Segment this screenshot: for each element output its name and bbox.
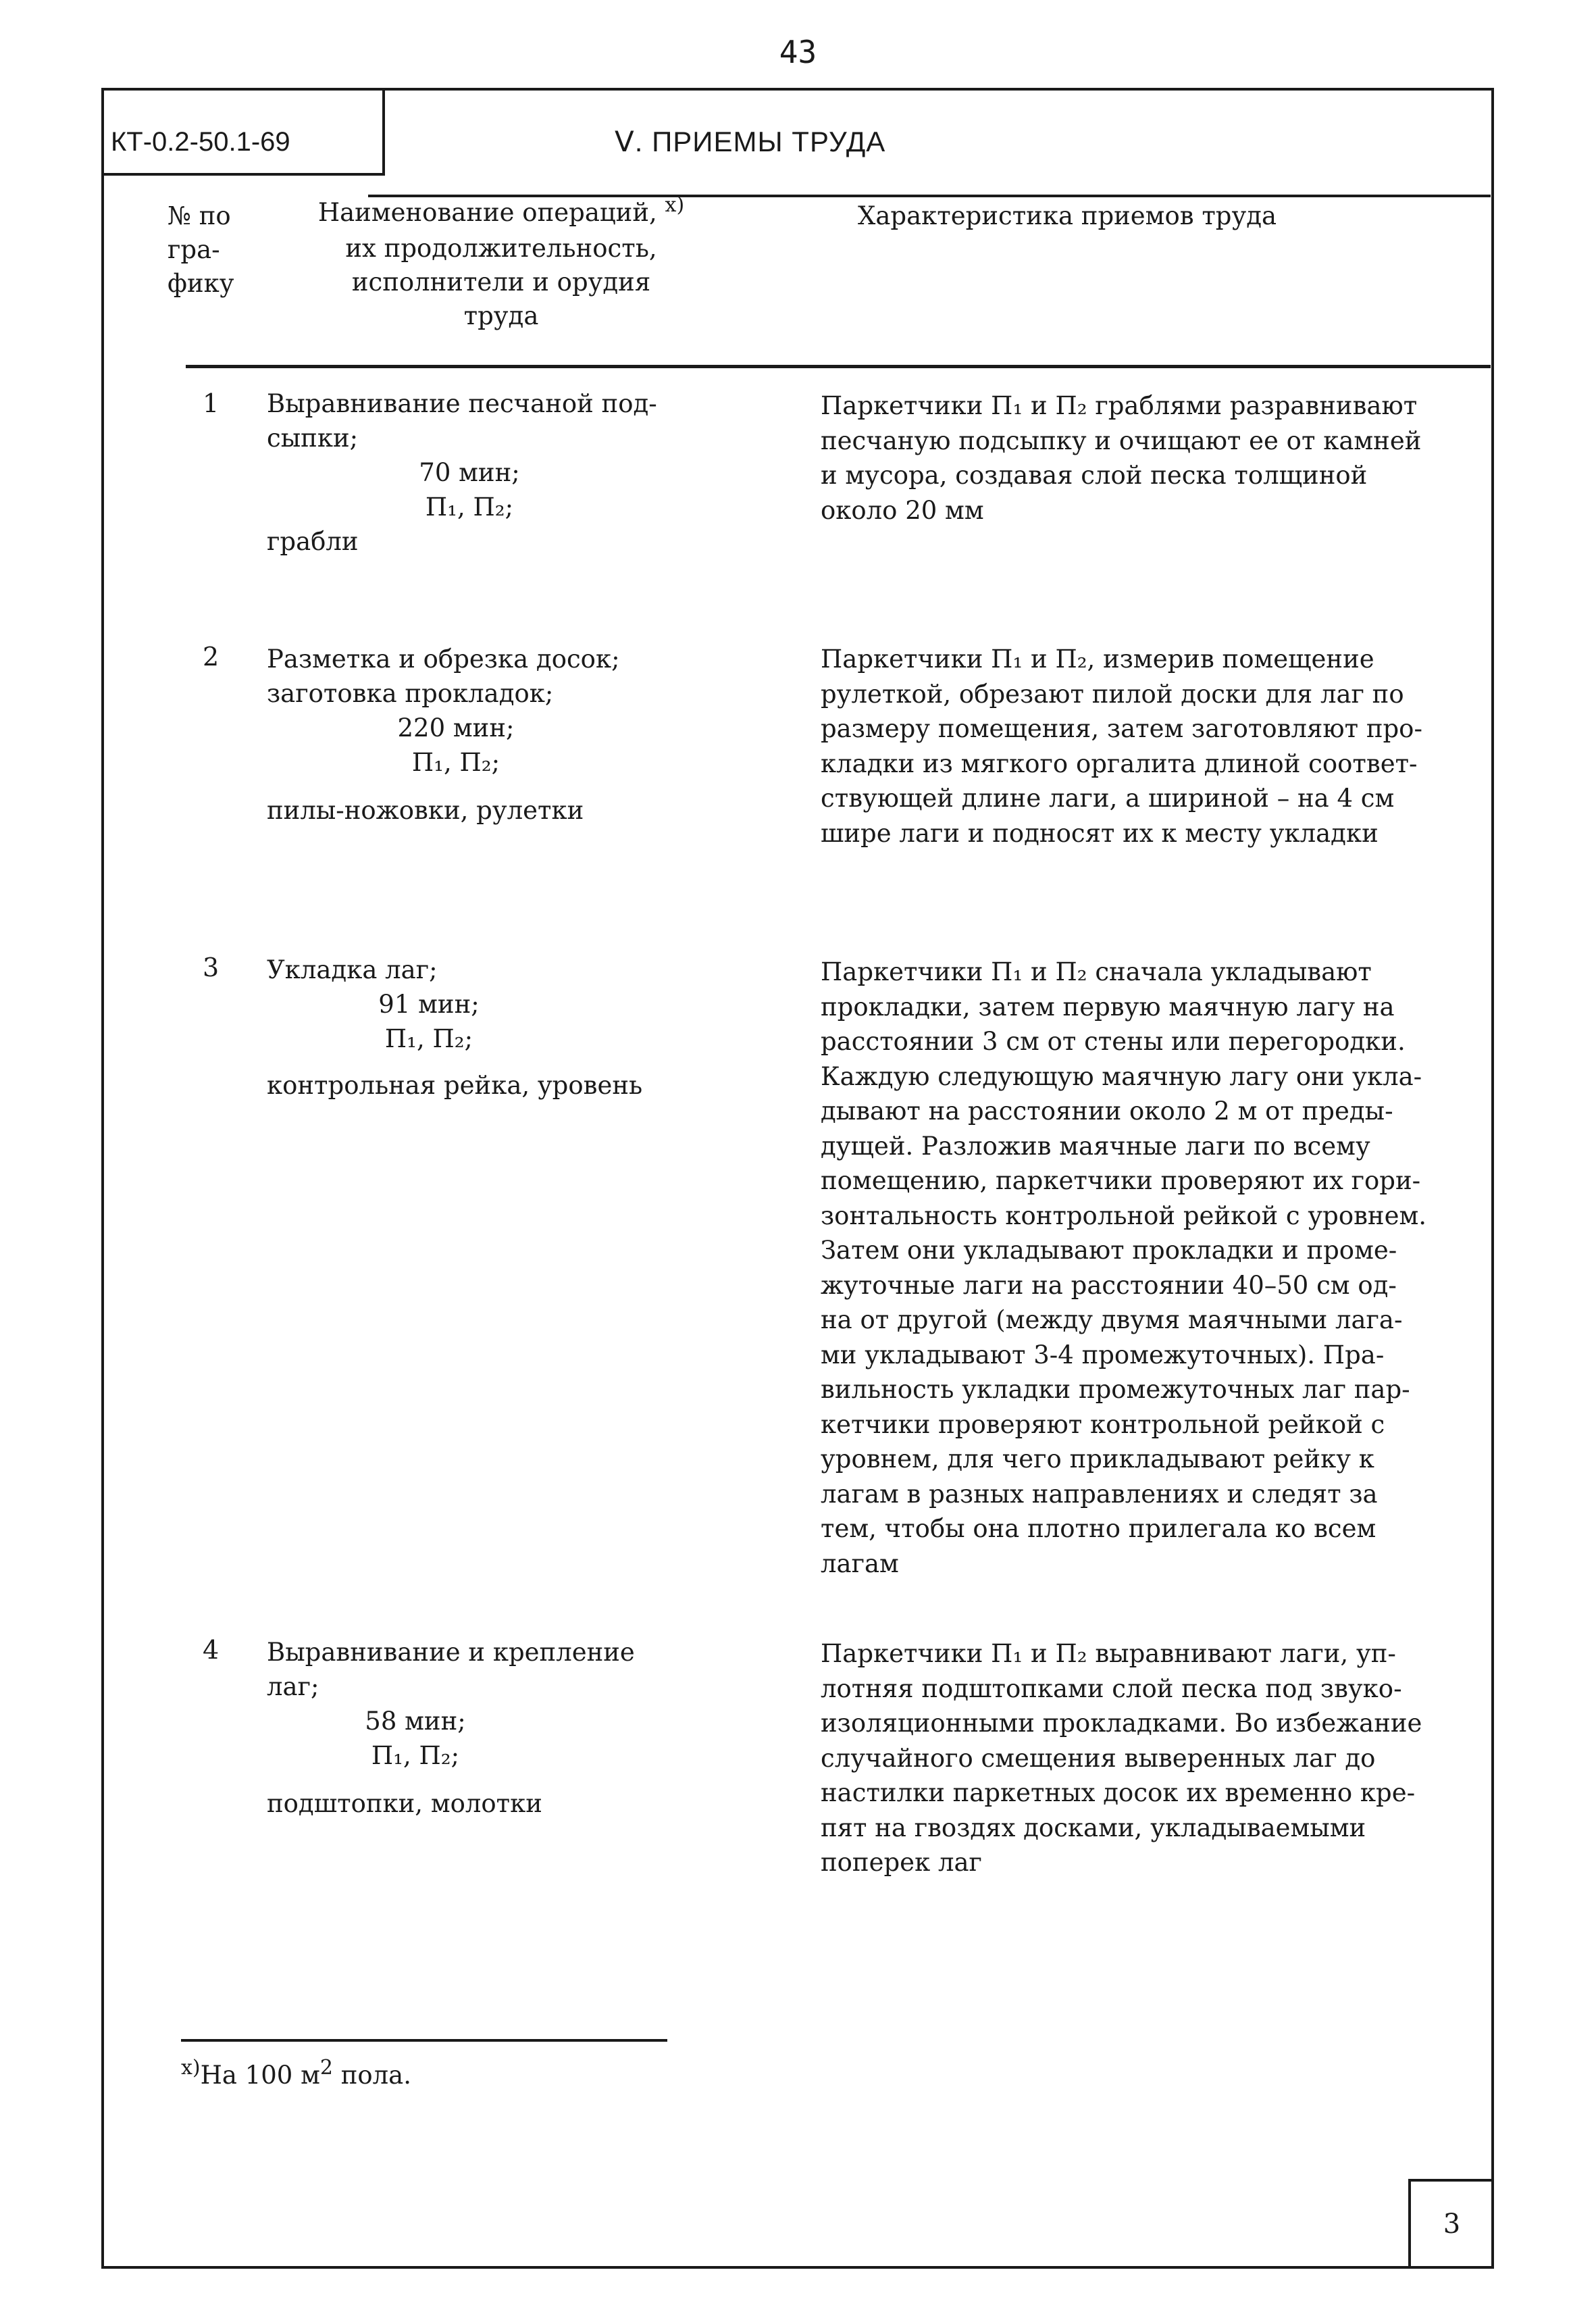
row-workers: П₁, П₂;: [411, 748, 500, 777]
row-tools: пилы-ножовки, рулетки: [267, 796, 584, 825]
row-operation-line: Укладка лаг;: [267, 955, 438, 984]
row-description-line: Каждую следующую маячную лагу они укла-: [821, 1061, 1422, 1091]
row-number: 2: [203, 642, 220, 672]
row-tools: контрольная рейка, уровень: [267, 1071, 643, 1100]
row-operation: [267, 386, 726, 559]
row-description-line: и мусора, создавая слой песка толщиной: [821, 461, 1368, 490]
footnote-text: На 100 м: [200, 2061, 320, 2090]
row-workers: П₁, П₂;: [425, 493, 514, 522]
row-description-line: зонтальность контрольной рейкой с уровнем.: [821, 1201, 1427, 1230]
row-description-line: шире лаги и подносят их к месту укладки: [821, 818, 1379, 848]
row-operation: [267, 953, 726, 1103]
row-description-line: расстоянии 3 см от стены или перегородки.: [821, 1027, 1406, 1056]
row-operation-line: Выравнивание песчаной под-: [267, 389, 657, 418]
section-title: Ⅴ. ПРИЕМЫ ТРУДА: [615, 126, 886, 157]
row-description-line: лагам: [821, 1549, 899, 1578]
header-col-number-line: № по: [168, 201, 231, 230]
row-description-line: помещению, паркетчики проверяют их гори-: [821, 1166, 1421, 1195]
row-description-line: жуточные лаги на расстоянии 40–50 см од-: [821, 1270, 1397, 1300]
row-description-line: Затем они укладывают прокладки и проме-: [821, 1236, 1397, 1265]
row-operation-line: Выравнивание и крепление: [267, 1638, 635, 1667]
row-number: 4: [203, 1635, 220, 1665]
row-description-line: пят на гвоздях досками, укладываемыми: [821, 1813, 1366, 1842]
row-description-line: лагам в разных направлениях и следят за: [821, 1479, 1378, 1509]
header-col-operations-line: их продолжительность,: [345, 234, 657, 263]
row-operation-line: заготовка прокладок;: [267, 679, 554, 708]
row-workers: П₁, П₂;: [371, 1741, 460, 1770]
row-description-line: Паркетчики П₁ и П₂, измерив помещение: [821, 645, 1374, 674]
footnote-marker: x): [665, 193, 685, 217]
row-operation: [267, 642, 726, 828]
row-workers: П₁, П₂;: [384, 1024, 473, 1053]
footnote-superscript: 2: [319, 2056, 333, 2080]
row-number: 3: [203, 953, 220, 982]
header-col-number: [168, 199, 289, 301]
row-description-line: дущей. Разложив маячные лаги по всему: [821, 1131, 1370, 1161]
row-time: 70 мин;: [419, 458, 520, 487]
row-time: 91 мин;: [378, 990, 480, 1019]
row-description-line: уровнем, для чего прикладывают рейку к: [821, 1444, 1374, 1474]
row-description-line: вильность укладки промежуточных лаг пар-: [821, 1375, 1410, 1404]
document-code: КТ-0.2-50.1-69: [101, 88, 385, 176]
row-description-line: лотняя подштопками слой песка под звуко-: [821, 1674, 1402, 1703]
footnote-text-end: пола.: [332, 2061, 411, 2090]
header-col-description: Характеристика приемов труда: [858, 201, 1277, 230]
row-description-line: дывают на расстоянии около 2 м от преды-: [821, 1097, 1393, 1126]
row-description-line: Паркетчики П₁ и П₂ граблями разравнивают: [821, 391, 1418, 420]
footnote-marker: x): [181, 2056, 201, 2080]
row-time: 58 мин;: [365, 1707, 466, 1736]
row-description-line: поперек лаг: [821, 1848, 982, 1877]
footnote-rule: [181, 2039, 667, 2042]
row-description-line: песчаную подсыпку и очищают ее от камней: [821, 426, 1422, 455]
row-tools: подштопки, молотки: [267, 1789, 542, 1818]
row-description-line: ми укладывают 3-4 промежуточных). Пра-: [821, 1340, 1385, 1369]
row-description-line: кладки из мягкого оргалита длиной соответ-: [821, 749, 1418, 778]
header-rule-bottom: [186, 365, 1491, 368]
row-time: 220 мин;: [397, 713, 515, 743]
header-col-operations: [312, 193, 690, 333]
row-description-line: кетчики проверяют контрольной рейкой с: [821, 1409, 1385, 1439]
row-description-line: прокладки, затем первую маячную лагу на: [821, 992, 1395, 1022]
row-description-line: настилки паркетных досок их временно кре-: [821, 1778, 1416, 1807]
header-col-number-line: фику: [168, 269, 234, 298]
row-operation-line: лаг;: [267, 1672, 319, 1701]
row-operation-line: Разметка и обрезка досок;: [267, 645, 620, 674]
row-description-line: размеру помещения, затем заготовляют про-: [821, 714, 1422, 743]
row-description-line: Паркетчики П₁ и П₂ выравнивают лаги, уп-: [821, 1639, 1396, 1668]
row-description: [821, 388, 1496, 528]
row-description: [821, 955, 1496, 1581]
row-description-line: тем, чтобы она плотно прилегала ко всем: [821, 1514, 1376, 1543]
row-description: [821, 1636, 1496, 1880]
page-number: 43: [779, 34, 817, 70]
header-col-operations-line: Наименование операций, $^{x)}$: [317, 193, 685, 227]
row-operation-line: сыпки;: [267, 424, 359, 453]
header-col-operations-line: исполнители и орудия: [351, 268, 651, 297]
row-description-line: случайного смещения выверенных лаг до: [821, 1743, 1376, 1773]
row-number: 1: [203, 388, 220, 418]
row-operation: [267, 1635, 726, 1821]
header-col-operations-line: труда: [463, 301, 539, 330]
row-description-line: изоляционными прокладками. Во избежание: [821, 1709, 1422, 1738]
row-description: [821, 642, 1496, 851]
row-description-line: рулеткой, обрезают пилой доски для лаг по: [821, 679, 1404, 709]
row-tools: грабли: [267, 527, 359, 556]
row-description-line: ствующей длине лаги, а шириной – на 4 см: [821, 784, 1395, 813]
header-col-number-line: гра-: [168, 235, 220, 264]
row-description-line: около 20 мм: [821, 495, 984, 525]
corner-number: 3: [1408, 2179, 1493, 2267]
row-description-line: на от другой (между двумя маячными лага-: [821, 1305, 1403, 1334]
footnote: [181, 2056, 411, 2090]
row-description-line: Паркетчики П₁ и П₂ сначала укладывают: [821, 957, 1372, 986]
